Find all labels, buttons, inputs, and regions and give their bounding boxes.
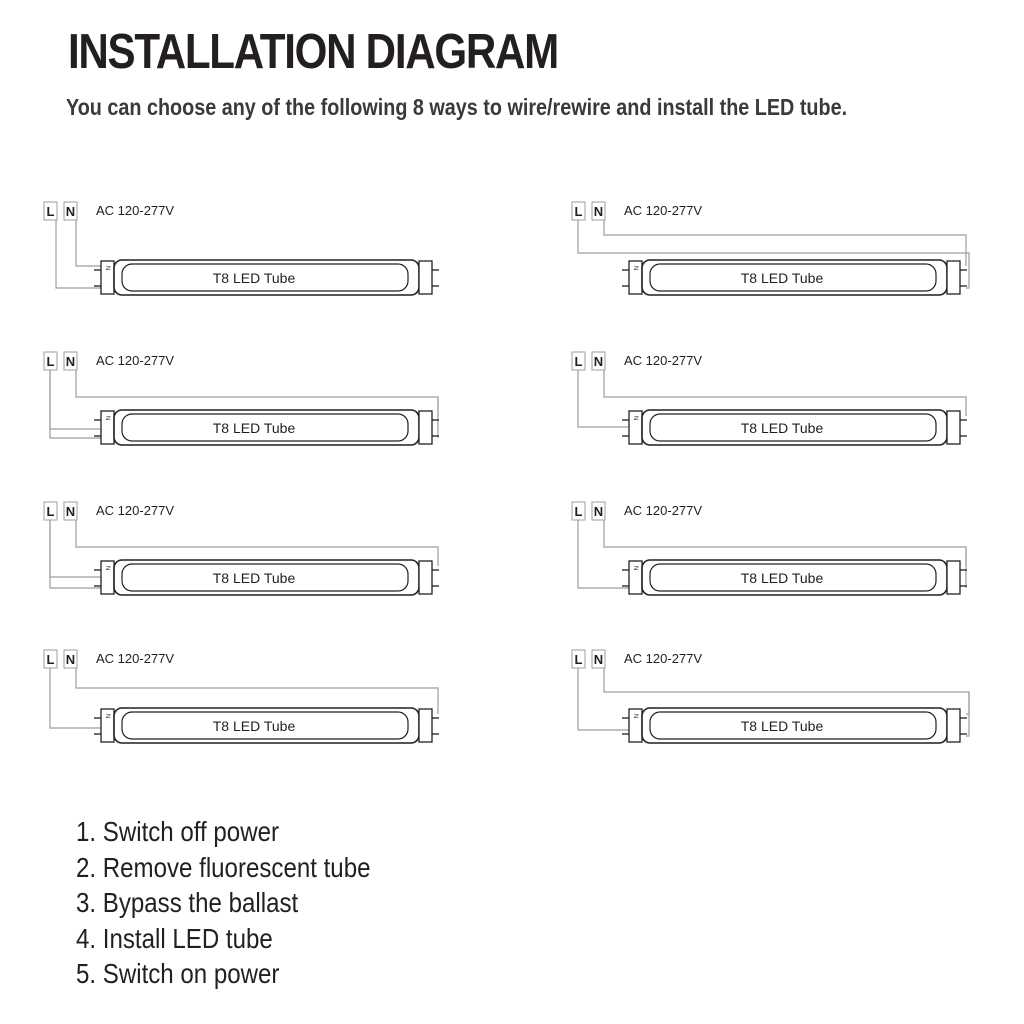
neutral-terminal-label: N	[65, 354, 76, 369]
wiring-diagram-2	[570, 200, 970, 310]
neutral-terminal-label: N	[65, 504, 76, 519]
right-end-cap	[947, 411, 960, 444]
neutral-pin-mark: N	[632, 714, 638, 719]
line-terminal-label: L	[46, 652, 55, 667]
voltage-label: AC 120-277V	[624, 353, 703, 368]
live-wire	[56, 220, 108, 288]
line-terminal-label: L	[46, 204, 55, 219]
line-terminal-label: L	[46, 354, 55, 369]
voltage-label: AC 120-277V	[624, 203, 703, 218]
live-wire	[578, 520, 636, 588]
tube-label: T8 LED Tube	[212, 420, 296, 436]
neutral-terminal-label: N	[593, 354, 604, 369]
tube-label: T8 LED Tube	[212, 270, 296, 286]
voltage-label: AC 120-277V	[96, 353, 175, 368]
line-terminal-label: L	[574, 204, 583, 219]
live-wire	[50, 520, 108, 577]
wiring-diagram-1	[42, 200, 442, 310]
live-wire	[50, 520, 108, 588]
neutral-pin-mark: N	[104, 416, 110, 421]
neutral-pin-mark: N	[632, 566, 638, 571]
wiring-diagram-7	[42, 648, 442, 758]
right-end-cap	[947, 709, 960, 742]
line-terminal-label: L	[574, 504, 583, 519]
live-wire	[50, 370, 108, 438]
right-end-cap	[947, 261, 960, 294]
step-item: 4. Install LED tube	[76, 922, 273, 954]
installation-steps	[76, 814, 418, 992]
voltage-label: AC 120-277V	[624, 503, 703, 518]
page-subtitle: You can choose any of the following 8 ways to wire/rewire and install the LED tube.	[66, 94, 848, 120]
live-wire	[578, 370, 636, 427]
wiring-svg	[42, 200, 442, 310]
neutral-wire	[604, 520, 966, 566]
live-wire	[578, 668, 636, 730]
neutral-wire	[76, 220, 108, 266]
wiring-diagram-3	[42, 350, 442, 460]
right-end-cap	[947, 561, 960, 594]
wiring-svg	[570, 200, 970, 310]
neutral-wire	[604, 668, 969, 714]
voltage-label: AC 120-277V	[96, 503, 175, 518]
tube-label: T8 LED Tube	[740, 270, 824, 286]
wiring-diagram-5	[42, 500, 442, 610]
wiring-svg	[570, 350, 970, 460]
step-item: 5. Switch on power	[76, 958, 280, 989]
page-title: INSTALLATION DIAGRAM	[68, 25, 558, 79]
neutral-terminal-label: N	[593, 504, 604, 519]
line-terminal-label: L	[574, 652, 583, 667]
neutral-wire	[76, 520, 438, 566]
tube-label: T8 LED Tube	[212, 570, 296, 586]
step-item: 3. Bypass the ballast	[76, 887, 299, 918]
wiring-diagram-6	[570, 500, 970, 610]
right-end-cap	[419, 261, 432, 294]
neutral-terminal-label: N	[593, 204, 604, 219]
neutral-terminal-label: N	[593, 652, 604, 667]
neutral-wire	[76, 668, 438, 714]
right-end-cap	[419, 411, 432, 444]
wiring-svg	[42, 648, 442, 758]
wiring-diagram-4	[570, 350, 970, 460]
tube-label: T8 LED Tube	[740, 570, 824, 586]
live-wire	[50, 668, 108, 728]
neutral-wire	[76, 370, 438, 416]
voltage-label: AC 120-277V	[96, 203, 175, 218]
wiring-svg	[42, 350, 442, 460]
step-item: 1. Switch off power	[76, 816, 280, 847]
voltage-label: AC 120-277V	[624, 651, 703, 666]
neutral-wire	[604, 220, 966, 266]
wiring-svg	[42, 500, 442, 610]
neutral-pin-mark: N	[104, 566, 110, 571]
wiring-diagram-8	[570, 648, 970, 758]
wiring-svg	[570, 648, 970, 758]
tube-label: T8 LED Tube	[740, 718, 824, 734]
line-terminal-label: L	[46, 504, 55, 519]
right-end-cap	[419, 561, 432, 594]
neutral-pin-mark: N	[632, 416, 638, 421]
tube-label: T8 LED Tube	[740, 420, 824, 436]
neutral-pin-mark: N	[632, 266, 638, 271]
right-end-cap	[419, 709, 432, 742]
neutral-terminal-label: N	[65, 652, 76, 667]
wiring-svg	[570, 500, 970, 610]
neutral-pin-mark: N	[104, 266, 110, 271]
step-item: 2. Remove fluorescent tube	[76, 851, 371, 883]
line-terminal-label: L	[574, 354, 583, 369]
tube-label: T8 LED Tube	[212, 718, 296, 734]
voltage-label: AC 120-277V	[96, 651, 175, 666]
neutral-terminal-label: N	[65, 204, 76, 219]
neutral-pin-mark: N	[104, 714, 110, 719]
neutral-wire	[604, 370, 966, 416]
